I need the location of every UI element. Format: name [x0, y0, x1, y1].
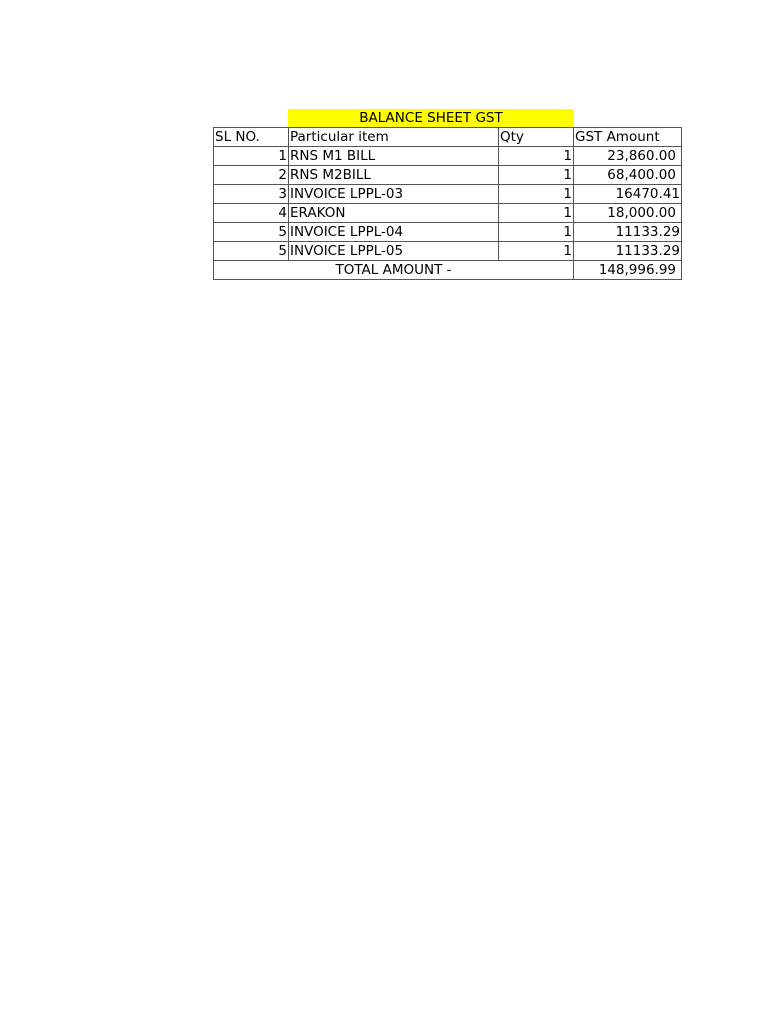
item-cell: INVOICE LPPL-03: [289, 185, 499, 204]
sl-no-cell: 4: [214, 204, 289, 223]
item-cell: RNS M1 BILL: [289, 147, 499, 166]
table-row: [214, 147, 682, 166]
table-row: [214, 223, 682, 242]
amount-cell: 11133.29: [574, 223, 682, 242]
item-cell: ERAKON: [289, 204, 499, 223]
item-cell: RNS M2BILL: [289, 166, 499, 185]
sl-no-cell: 1: [214, 147, 289, 166]
sl-no-cell: 5: [214, 242, 289, 261]
item-cell: INVOICE LPPL-04: [289, 223, 499, 242]
table-row: [214, 166, 682, 185]
amount-cell: 23,860.00: [574, 147, 682, 166]
qty-cell: 1: [499, 242, 574, 261]
qty-cell: 1: [499, 185, 574, 204]
total-label: TOTAL AMOUNT -: [214, 261, 574, 280]
header-row: [214, 128, 682, 147]
total-row: [214, 261, 682, 280]
amount-cell: 68,400.00: [574, 166, 682, 185]
sl-no-cell: 2: [214, 166, 289, 185]
sl-no-cell: 5: [214, 223, 289, 242]
sheet-title: BALANCE SHEET GST: [288, 109, 574, 127]
qty-cell: 1: [499, 166, 574, 185]
amount-cell: 11133.29: [574, 242, 682, 261]
table-row: [214, 242, 682, 261]
item-cell: INVOICE LPPL-05: [289, 242, 499, 261]
total-amount: 148,996.99: [574, 261, 682, 280]
amount-cell: 18,000.00: [574, 204, 682, 223]
gst-table: [213, 127, 682, 280]
qty-cell: 1: [499, 147, 574, 166]
sl-no-cell: 3: [214, 185, 289, 204]
header-particular-item: Particular item: [289, 128, 499, 147]
header-qty: Qty: [499, 128, 574, 147]
amount-cell: 16470.41: [574, 185, 682, 204]
header-sl-no: SL NO.: [214, 128, 289, 147]
table-row: [214, 204, 682, 223]
header-gst-amount: GST Amount: [574, 128, 682, 147]
table-row: [214, 185, 682, 204]
qty-cell: 1: [499, 204, 574, 223]
qty-cell: 1: [499, 223, 574, 242]
